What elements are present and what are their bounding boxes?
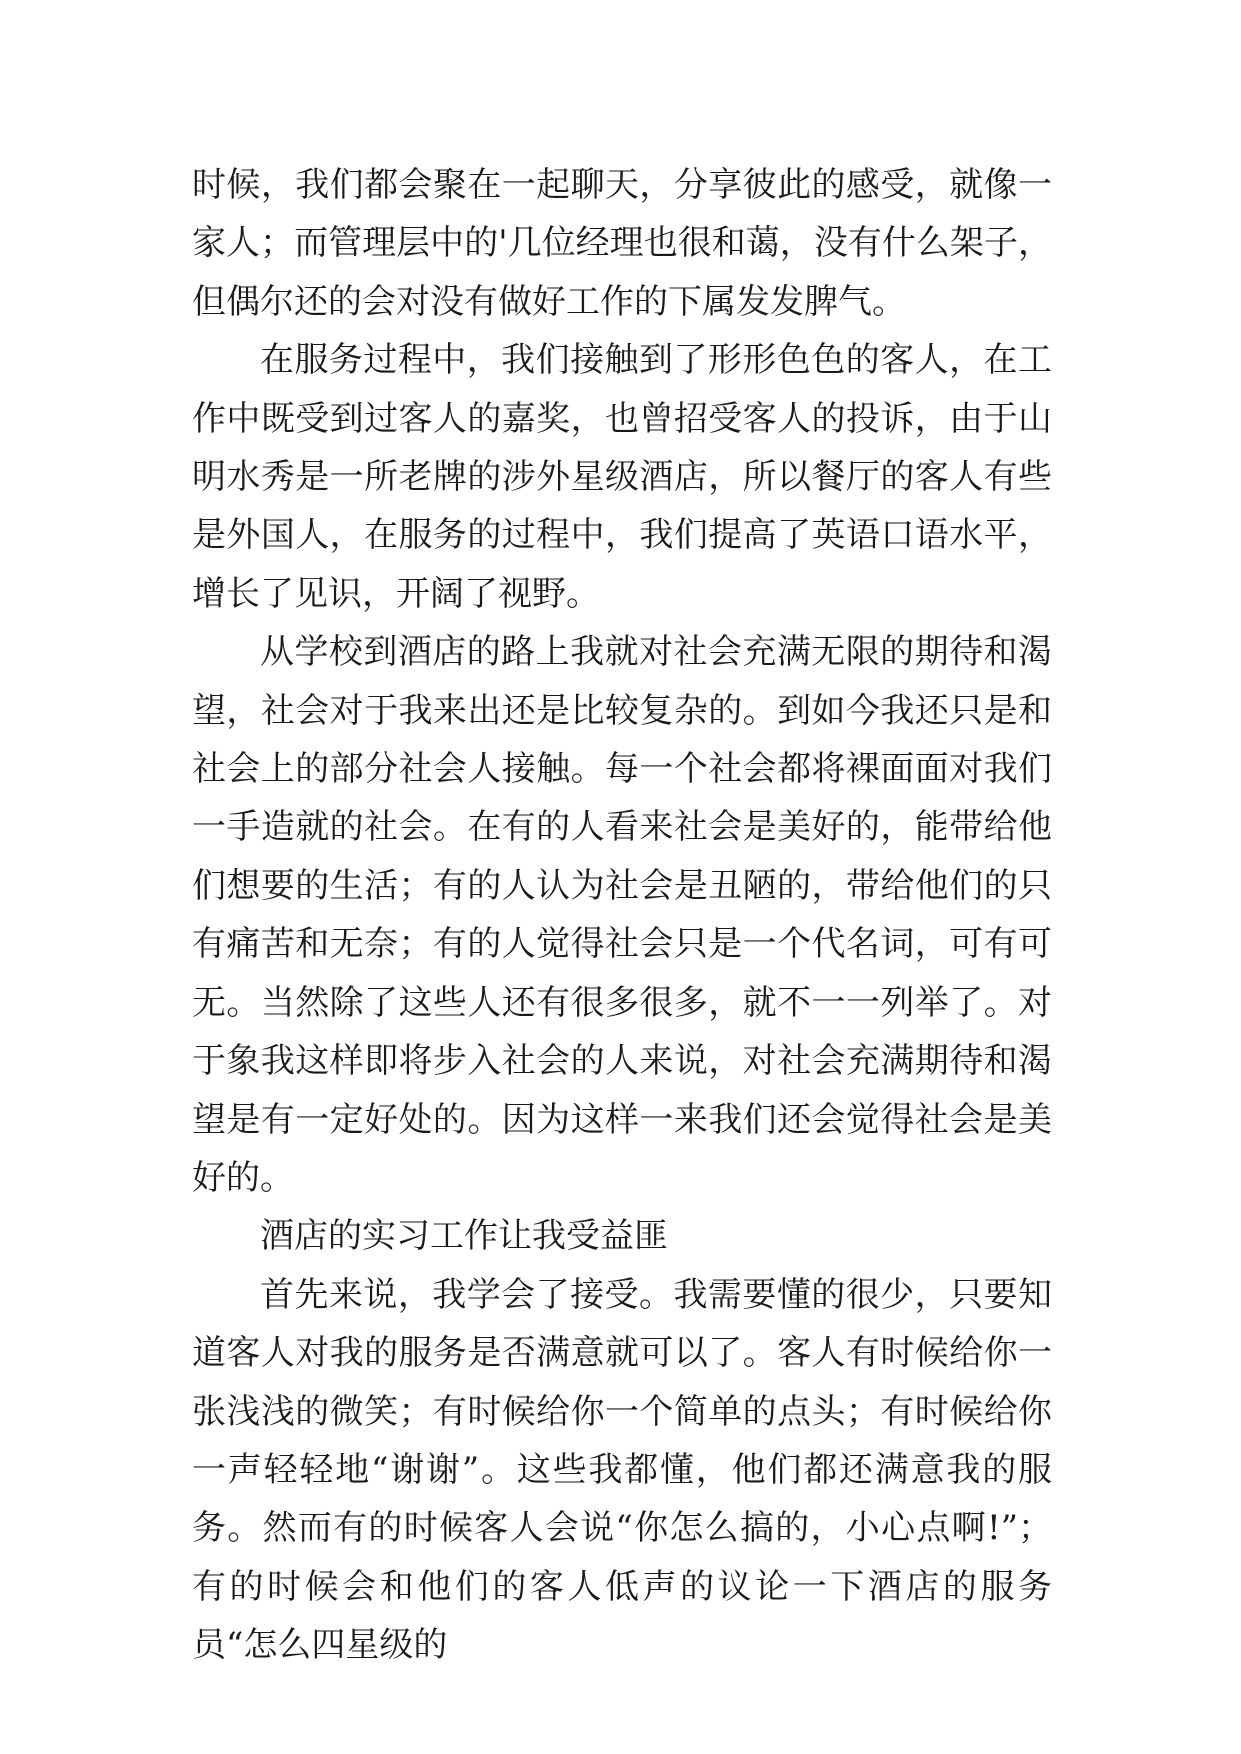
paragraph-3: 从学校到酒店的路上我就对社会充满无限的期待和渴望，社会对于我来出还是比较复杂的。到如今我还只是和社会上的部分社会人接触。每一个社会都将裸面面对我们一手造就的社会。在有的人看来社会是美好的，能带给他们想要的生活；有的人认为社会是丑陋的，带给他们的只有痛苦和无奈；有的人觉得社会只是一个代名词，可有可无。当然除了这些人还有很多很多，就不一一列举了。对于象我这样即将步入社会的人来说，对社会充满期待和渴望是有一定好处的。因为这样一来我们还会觉得社会是美好的。 (192, 632, 1052, 1198)
paragraph-4: 酒店的实习工作让我受益匪 (260, 1216, 668, 1257)
body-text (192, 156, 1052, 1675)
paragraph-1: 时候，我们都会聚在一起聊天，分享彼此的感受，就像一家人；而管理层中的'几位经理也很和蔼，没有什么架子，但偶尔还的会对没有做好工作的下属发发脾气。 (192, 165, 1052, 322)
paragraph-5: 首先来说，我学会了接受。我需要懂的很少，只要知道客人对我的服务是否满意就可以了。客人有时候给你一张浅浅的微笑；有时候给你一个简单的点头；有时候给你一声轻轻地“谢谢”。这些我都懂，他们都还满意我的服务。然而有的时候客人会说“你怎么搞的，小心点啊!”；有的时候会和他们的客人低声的议论一下酒店的服务员“怎么四星级的 (192, 1274, 1052, 1666)
paragraph-2: 在服务过程中，我们接触到了形形色色的客人，在工作中既受到过客人的嘉奖，也曾招受客人的投诉，由于山明水秀是一所老牌的涉外星级酒店，所以餐厅的客人有些是外国人，在服务的过程中，我们提高了英语口语水平，增长了见识，开阔了视野。 (192, 340, 1052, 614)
